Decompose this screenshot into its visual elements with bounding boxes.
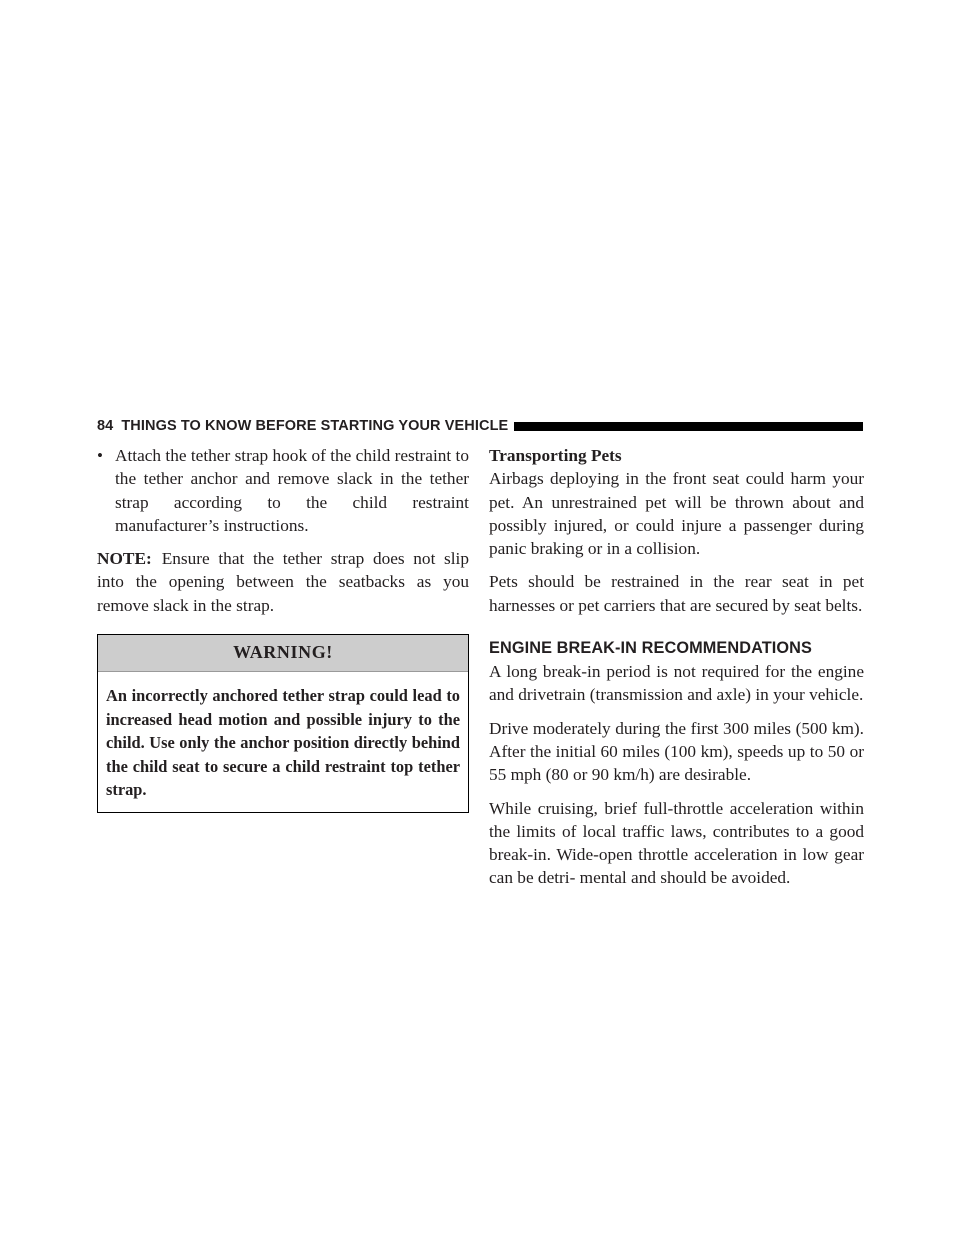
note-text: Ensure that the tether strap does not slip into the opening between the seatbacks as you remove slack in the strap. [97, 549, 469, 615]
engine-paragraph-2: Drive moderately during the first 300 miles (500 km). After the initial 60 miles (100 km), speeds up to 50 or 55 mph (80 or 90 km/h) are desirable. [489, 718, 864, 785]
left-column [97, 444, 469, 813]
warning-text: An incorrectly anchored tether strap could lead to increased head motion and possible injury to the child. Use only the anchor position directly behind the child seat to secure a child restraint top tether strap. [106, 686, 460, 799]
engine-paragraph-1: A long break-in period is not required for the engine and drivetrain (transmission and axle) in your vehicle. [489, 662, 864, 705]
list-item [97, 444, 469, 537]
page-number: 84 [97, 418, 114, 434]
warning-title: WARNING! [98, 635, 468, 672]
note-label: NOTE: [97, 549, 152, 569]
warning-box [97, 634, 469, 813]
note-paragraph [97, 547, 469, 617]
running-head: THINGS TO KNOW BEFORE STARTING YOUR VEHICLE [121, 418, 509, 434]
right-column [489, 444, 864, 890]
header-rule [514, 422, 863, 431]
engine-heading: ENGINE BREAK-IN RECOMMENDATIONS [489, 639, 813, 658]
engine-paragraph-3: While cruising, brief full-throttle acceleration within the limits of local traffic laws, contributes to a good break-in. Wide-open throttle acceleration in low gear can be detri- mental and should be avoided. [489, 798, 864, 888]
bullet-text: Attach the tether strap hook of the child restraint to the tether anchor and remove slack in the tether strap according to the child restraint manufacturer’s instructions. [115, 446, 469, 535]
pets-paragraph-1: Airbags deploying in the front seat could harm your pet. An unrestrained pet will be thrown about and possibly injured, or could injure a passenger during panic braking or in a collision. [489, 469, 864, 559]
pets-heading: Transporting Pets [489, 446, 622, 465]
pets-paragraph-2: Pets should be restrained in the rear seat in pet harnesses or pet carriers that are secured by seat belts. [489, 572, 864, 615]
page-header [97, 416, 863, 436]
bullet-icon: • [97, 446, 103, 465]
